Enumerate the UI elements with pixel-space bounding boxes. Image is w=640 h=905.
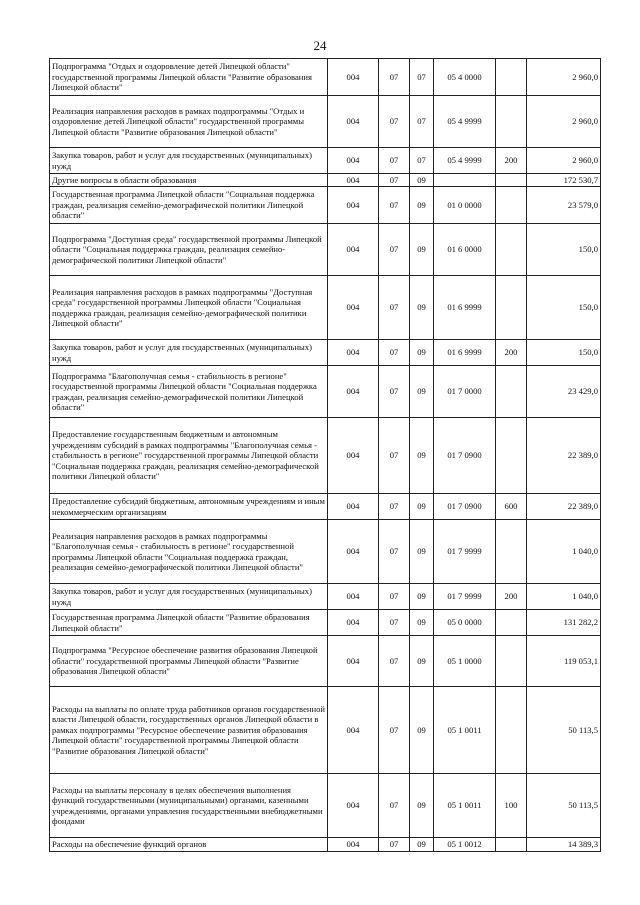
row-csr: 05 4 9999 (434, 96, 496, 148)
table-row (50, 610, 601, 636)
budget-table (49, 58, 601, 852)
row-name: Государственная программа Липецкой области "Социальная поддержка граждан, реализация семейно-демографической политики Липецкой области" (50, 187, 328, 224)
row-vr (496, 636, 527, 687)
table-row (50, 59, 601, 96)
table-row (50, 187, 601, 224)
row-sum: 150,0 (527, 224, 601, 276)
row-name: Другие вопросы в области образования (50, 174, 328, 187)
row-name: Подпрограмма "Доступная среда" государственной программы Липецкой области "Социальная поддержка граждан, реализация семейно-демографической политики Липецкой области" (50, 224, 328, 276)
row-pr: 09 (410, 340, 434, 366)
row-sum: 1 040,0 (527, 584, 601, 610)
row-rz: 07 (379, 276, 410, 340)
row-vr (496, 276, 527, 340)
row-name: Закупка товаров, работ и услуг для государственных (муниципальных) нужд (50, 584, 328, 610)
row-csr: 01 6 0000 (434, 224, 496, 276)
row-csr: 05 0 0000 (434, 610, 496, 636)
row-vr: 600 (496, 494, 527, 520)
row-vr (496, 687, 527, 774)
row-rz: 07 (379, 494, 410, 520)
table-row (50, 148, 601, 174)
row-rz: 07 (379, 584, 410, 610)
table-row (50, 96, 601, 148)
row-ved: 004 (328, 59, 379, 96)
row-rz: 07 (379, 774, 410, 838)
row-ved: 004 (328, 610, 379, 636)
row-pr: 09 (410, 224, 434, 276)
row-name: Подпрограмма "Отдых и оздоровление детей Липецкой области" государственной программы Липецкой области "Развитие образования Липецкой области" (50, 59, 328, 96)
row-pr: 09 (410, 366, 434, 418)
row-rz: 07 (379, 96, 410, 148)
row-name: Расходы на обеспечение функций органов (50, 838, 328, 852)
row-vr (496, 520, 527, 584)
row-csr: 05 1 0012 (434, 838, 496, 852)
table-row (50, 418, 601, 494)
row-name: Подпрограмма "Ресурсное обеспечение развития образования Липецкой области" государственной программы Липецкой области "Развитие образования Липецкой области" (50, 636, 328, 687)
row-vr (496, 418, 527, 494)
row-pr: 09 (410, 187, 434, 224)
row-sum: 22 389,0 (527, 494, 601, 520)
row-sum: 23 429,0 (527, 366, 601, 418)
table-row (50, 584, 601, 610)
row-pr: 09 (410, 276, 434, 340)
row-sum: 2 960,0 (527, 148, 601, 174)
row-ved: 004 (328, 838, 379, 852)
row-csr: 01 7 0900 (434, 418, 496, 494)
row-pr: 07 (410, 148, 434, 174)
row-rz: 07 (379, 610, 410, 636)
row-ved: 004 (328, 366, 379, 418)
row-sum: 172 530,7 (527, 174, 601, 187)
row-name: Расходы на выплаты по оплате труда работников органов государственной власти Липецкой области, государственных органов Липецкой области в рамках подпрограммы "Ресурсное обеспечение развития образования Липецкой области" государственной программы Липецкой области "Развитие образования Липецкой области" (50, 687, 328, 774)
row-rz: 07 (379, 636, 410, 687)
row-sum: 1 040,0 (527, 520, 601, 584)
row-pr: 07 (410, 59, 434, 96)
table-row (50, 494, 601, 520)
row-ved: 004 (328, 636, 379, 687)
row-pr: 09 (410, 610, 434, 636)
row-name: Закупка товаров, работ и услуг для государственных (муниципальных) нужд (50, 148, 328, 174)
row-rz: 07 (379, 187, 410, 224)
row-name: Реализация направления расходов в рамках подпрограммы "Благополучная семья - стабильность в регионе" государственной программы Липецкой области "Социальная поддержка граждан, реализация семейно-демографической политики Липецкой области" (50, 520, 328, 584)
row-name: Подпрограмма "Благополучная семья - стабильность в регионе" государственной программы Липецкой области "Социальная поддержка граждан, реализация семейно-демографической политики Липецкой области" (50, 366, 328, 418)
row-vr (496, 610, 527, 636)
row-pr: 09 (410, 418, 434, 494)
table-row (50, 174, 601, 187)
row-sum: 131 282,2 (527, 610, 601, 636)
row-csr: 05 1 0011 (434, 774, 496, 838)
row-sum: 14 389,3 (527, 838, 601, 852)
row-sum: 150,0 (527, 276, 601, 340)
page-number: 24 (313, 38, 327, 53)
row-csr (434, 174, 496, 187)
row-csr: 01 0 0000 (434, 187, 496, 224)
row-ved: 004 (328, 224, 379, 276)
row-name: Реализация направления расходов в рамках подпрограммы "Доступная среда" государственной программы Липецкой области "Социальная поддержка граждан, реализация семейно-демографической политики Липецкой области" (50, 276, 328, 340)
row-sum: 50 113,5 (527, 774, 601, 838)
row-vr (496, 838, 527, 852)
row-csr: 05 1 0000 (434, 636, 496, 687)
row-ved: 004 (328, 418, 379, 494)
row-rz: 07 (379, 838, 410, 852)
row-sum: 50 113,5 (527, 687, 601, 774)
row-name: Расходы на выплаты персоналу в целях обеспечения выполнения функций государственными (муниципальными) органами, казенными учреждениями, органами управления государственными внебюджетными фондами (50, 774, 328, 838)
row-vr: 200 (496, 584, 527, 610)
table-row (50, 774, 601, 838)
row-csr: 05 4 9999 (434, 148, 496, 174)
row-vr: 100 (496, 774, 527, 838)
row-csr: 01 7 0000 (434, 366, 496, 418)
row-vr (496, 96, 527, 148)
row-csr: 05 4 0000 (434, 59, 496, 96)
table-row (50, 838, 601, 852)
row-vr: 200 (496, 340, 527, 366)
row-vr: 200 (496, 148, 527, 174)
row-rz: 07 (379, 366, 410, 418)
row-csr: 01 6 9999 (434, 340, 496, 366)
row-pr: 09 (410, 838, 434, 852)
row-ved: 004 (328, 187, 379, 224)
table-row (50, 520, 601, 584)
row-csr: 01 7 9999 (434, 584, 496, 610)
row-ved: 004 (328, 584, 379, 610)
row-vr (496, 59, 527, 96)
row-sum: 23 579,0 (527, 187, 601, 224)
row-csr: 01 6 9999 (434, 276, 496, 340)
row-sum: 22 389,0 (527, 418, 601, 494)
row-name: Предоставление государственным бюджетным и автономным учреждениям субсидий в рамках подпрограммы "Благополучная семья - стабильность в регионе" государственной программы Липецкой области "Социальная поддержка граждан, реализация семейно-демографической политики Липецкой области" (50, 418, 328, 494)
row-name: Предоставление субсидий бюджетным, автономным учреждениям и иным некоммерческим организациям (50, 494, 328, 520)
row-rz: 07 (379, 59, 410, 96)
row-vr (496, 366, 527, 418)
row-pr: 09 (410, 636, 434, 687)
row-csr: 01 7 9999 (434, 520, 496, 584)
row-pr: 09 (410, 584, 434, 610)
row-pr: 09 (410, 174, 434, 187)
row-rz: 07 (379, 418, 410, 494)
table-row (50, 636, 601, 687)
table-row (50, 340, 601, 366)
row-pr: 09 (410, 494, 434, 520)
row-rz: 07 (379, 148, 410, 174)
row-ved: 004 (328, 494, 379, 520)
row-csr: 05 1 0011 (434, 687, 496, 774)
table-row (50, 687, 601, 774)
row-ved: 004 (328, 520, 379, 584)
row-ved: 004 (328, 340, 379, 366)
row-rz: 07 (379, 174, 410, 187)
row-name: Реализация направления расходов в рамках подпрограммы "Отдых и оздоровление детей Липецкой области" государственной программы Липецкой области "Развитие образования Липецкой области" (50, 96, 328, 148)
table-row (50, 366, 601, 418)
row-sum: 2 960,0 (527, 59, 601, 96)
row-ved: 004 (328, 96, 379, 148)
row-vr (496, 174, 527, 187)
row-vr (496, 224, 527, 276)
row-vr (496, 187, 527, 224)
row-rz: 07 (379, 687, 410, 774)
row-csr: 01 7 0900 (434, 494, 496, 520)
row-pr: 07 (410, 96, 434, 148)
row-rz: 07 (379, 224, 410, 276)
row-rz: 07 (379, 340, 410, 366)
row-ved: 004 (328, 687, 379, 774)
row-pr: 09 (410, 520, 434, 584)
row-name: Закупка товаров, работ и услуг для государственных (муниципальных) нужд (50, 340, 328, 366)
table-row (50, 276, 601, 340)
row-sum: 150,0 (527, 340, 601, 366)
row-ved: 004 (328, 774, 379, 838)
row-sum: 119 053,1 (527, 636, 601, 687)
row-sum: 2 960,0 (527, 96, 601, 148)
row-pr: 09 (410, 687, 434, 774)
row-pr: 09 (410, 774, 434, 838)
row-ved: 004 (328, 276, 379, 340)
table-row (50, 224, 601, 276)
row-name: Государственная программа Липецкой области "Развитие образования Липецкой области" (50, 610, 328, 636)
row-ved: 004 (328, 174, 379, 187)
row-rz: 07 (379, 520, 410, 584)
row-ved: 004 (328, 148, 379, 174)
